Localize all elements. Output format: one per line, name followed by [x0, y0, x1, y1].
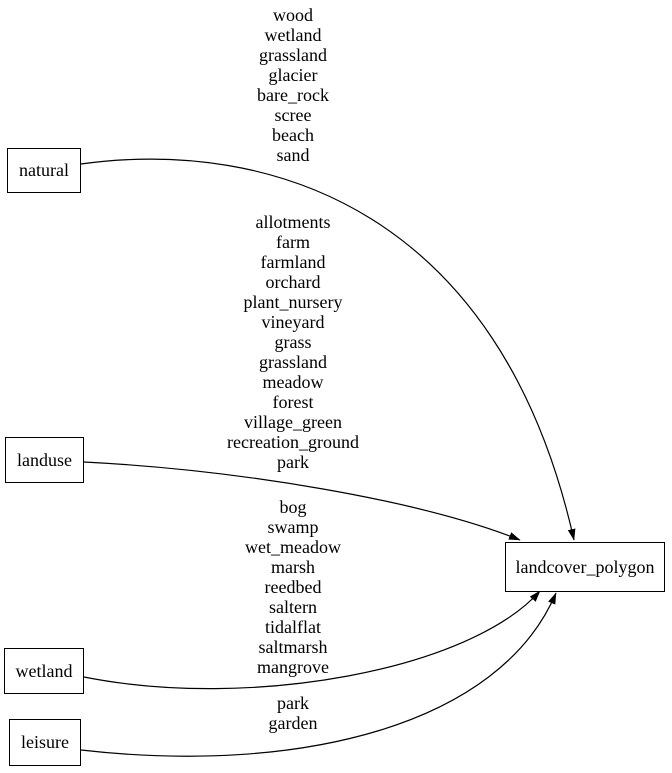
edge-label-line: plant_nursery	[243, 292, 343, 312]
edge-label-line: reedbed	[264, 577, 322, 597]
edge-labels-leisure	[183, 693, 403, 733]
edge-label-line: grassland	[259, 45, 327, 65]
edge-label-line: bog	[279, 497, 307, 517]
edge-label-line: forest	[272, 392, 314, 412]
node-wetland	[4, 648, 84, 694]
edge-label-line: glacier	[268, 65, 318, 85]
edge-label-line: meadow	[262, 372, 324, 392]
node-landcover-polygon-label: landcover_polygon	[515, 556, 655, 577]
edge-label-line: wet_meadow	[245, 537, 341, 557]
node-natural-label: natural	[19, 160, 69, 180]
edge-label-line: farm	[276, 232, 310, 252]
node-landuse-label: landuse	[17, 449, 72, 470]
edge-label-line: orchard	[265, 272, 321, 292]
edge-label-line: farmland	[260, 252, 326, 272]
edge-label-line: saltmarsh	[258, 637, 328, 657]
edge-label-line: wetland	[264, 25, 322, 45]
edge-label-line: village_green	[244, 412, 342, 432]
edge-label-line: beach	[272, 125, 314, 145]
edge-label-line: swamp	[267, 517, 319, 537]
edge-label-line: allotments	[255, 212, 331, 232]
edge-label-line: park	[277, 693, 309, 713]
edge-label-line: wood	[273, 5, 313, 25]
node-leisure	[9, 719, 81, 766]
edge-label-line: sand	[276, 145, 310, 165]
edge-label-line: vineyard	[261, 312, 325, 332]
edge-label-line: recreation_ground	[227, 432, 359, 452]
edge-labels-wetland	[183, 497, 403, 677]
edge-labels-natural	[183, 5, 403, 165]
edge-label-line: bare_rock	[257, 85, 329, 105]
node-leisure-label: leisure	[21, 732, 69, 752]
edge-label-line: scree	[274, 105, 312, 125]
node-landuse	[5, 437, 84, 483]
edge-label-line: saltern	[269, 597, 317, 617]
edge-labels-landuse	[183, 212, 403, 472]
node-landcover-polygon	[505, 542, 665, 592]
node-natural	[7, 148, 81, 193]
edge-label-line: garden	[268, 713, 318, 733]
edge-label-line: grass	[274, 332, 312, 352]
edge-label-line: park	[277, 452, 309, 472]
edge-label-line: mangrove	[257, 657, 329, 677]
edge-label-line: tidalflat	[265, 617, 321, 637]
edge-label-line: grassland	[259, 352, 327, 372]
node-wetland-label: wetland	[15, 660, 73, 681]
edge-label-line: marsh	[271, 557, 315, 577]
